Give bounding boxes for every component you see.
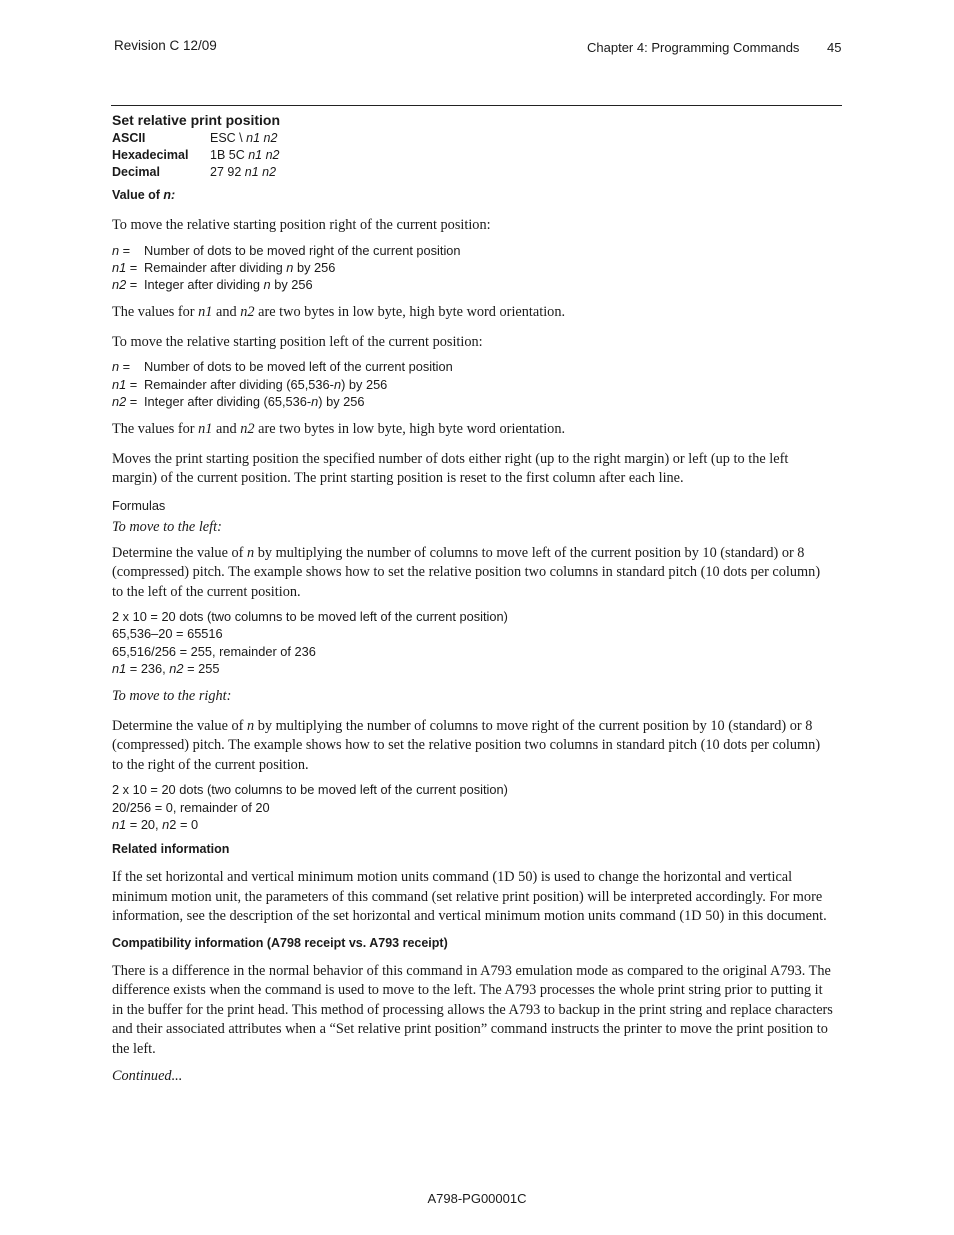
calc-line: 2 x 10 = 20 dots (two columns to be moved left of the current position) (112, 609, 508, 625)
doc-id: A798-PG00001C (427, 1191, 527, 1206)
command-row-hex (112, 147, 280, 164)
command-params: n1 n2 (248, 148, 280, 162)
command-value (210, 130, 280, 147)
command-table (112, 130, 280, 181)
move-left-intro: To move the relative starting position left of the current position: (112, 333, 483, 350)
related-paragraph: If the set horizontal and vertical minimum motion units command (1D 50) is used to change the horizontal and vertical minimum motion unit, the parameters of this command (set relative print position) will be interpreted accordingly. For more information, see the description of the set horizontal and vertical minimum motion units command (1D 50) in this document. (112, 869, 827, 925)
compat-heading: Compatibility information (A798 receipt vs. A793 receipt) (112, 935, 448, 950)
definition-row: n2 = Integer after dividing (65,536-n) by 256 (112, 393, 365, 409)
calc-line: 2 x 10 = 20 dots (two columns to be moved left of the current position) (112, 782, 508, 798)
command-code: 27 92 (210, 165, 245, 179)
formulas-label: Formulas (112, 497, 166, 513)
left-heading: To move to the left: (112, 519, 222, 536)
command-label: Hexadecimal (112, 148, 189, 162)
page-number: 45 (827, 40, 842, 55)
command-row-decimal (112, 164, 280, 181)
calc-line: 20/256 = 0, remainder of 20 (112, 799, 270, 815)
command-label: Decimal (112, 165, 160, 179)
move-right-intro: To move the relative starting position right of the current position: (112, 217, 491, 233)
command-code: 1B 5C (210, 148, 249, 162)
header-rule (111, 105, 842, 106)
values-note: The values for n1 and n2 are two bytes in low byte, high byte word orientation. (112, 304, 566, 321)
definition-row: n = Number of dots to be moved right of the current position (112, 242, 461, 258)
right-heading: To move to the right: (112, 688, 232, 705)
description-paragraph: Moves the print starting position the specified number of dots either right (up to the right margin) or left (up to the left margin) of the current position. The print starting position is reset to the first column after each line. (112, 450, 789, 487)
right-paragraph: Determine the value of n by multiplying the number of columns to move right of the current position by 10 (standard) or 8 (compressed) pitch. The example shows how to set the relative position two columns in standard pitch (10 dots per column) to the right of the current position. (112, 717, 821, 773)
right-calculation (112, 781, 834, 833)
definition-row: n2 = Integer after dividing n by 256 (112, 277, 313, 293)
left-definitions (112, 358, 834, 410)
calc-result: n1 = 236, n2 = 255 (112, 660, 220, 676)
command-label: ASCII (112, 131, 146, 145)
command-params: n1 n2 (244, 165, 277, 179)
value-heading: Value of n: (112, 188, 176, 202)
page-content (112, 110, 834, 1087)
related-heading: Related information (112, 842, 230, 857)
section-title: Set relative print position (112, 112, 281, 128)
definition-row: n = Number of dots to be moved left of the current position (112, 359, 453, 375)
right-definitions (112, 242, 834, 294)
calc-line: 65,536–20 = 65516 (112, 626, 223, 642)
left-calculation (112, 608, 834, 677)
values-note: The values for n1 and n2 are two bytes in low byte, high byte word orientation. (112, 421, 566, 438)
command-value (210, 147, 280, 164)
command-row-ascii (112, 130, 280, 147)
chapter-title: Chapter 4: Programming Commands (587, 40, 800, 55)
left-paragraph: Determine the value of n by multiplying the number of columns to move left of the current position by 10 (standard) or 8 (compressed) pitch. The example shows how to set the relative position two columns in standard pitch (10 dots per column) to the left of the current position. (112, 544, 821, 600)
definition-row: n1 = Remainder after dividing (65,536-n) by 256 (112, 376, 388, 392)
calc-result: n1 = 20, n2 = 0 (112, 816, 199, 832)
compat-paragraph: There is a difference in the normal behavior of this command in A793 emulation mode as compared to the original A793. The difference exists when the command is used to move to the left. The A793 processes the whole print string prior to putting it in the buffer for the print head. This method of processing allows the A793 to backup in the print string and replace characters and their associated attributes when a “Set relative print position” command instructs the printer to move the print position to the left. (112, 962, 833, 1057)
calc-line: 65,516/256 = 255, remainder of 236 (112, 643, 316, 659)
command-value (210, 164, 280, 181)
command-params: n1 n2 (246, 131, 278, 145)
revision-label: Revision C 12/09 (114, 38, 217, 53)
continued-note: Continued... (112, 1068, 183, 1085)
command-code: ESC \ (210, 131, 247, 145)
definition-row: n1 = Remainder after dividing n by 256 (112, 259, 336, 275)
